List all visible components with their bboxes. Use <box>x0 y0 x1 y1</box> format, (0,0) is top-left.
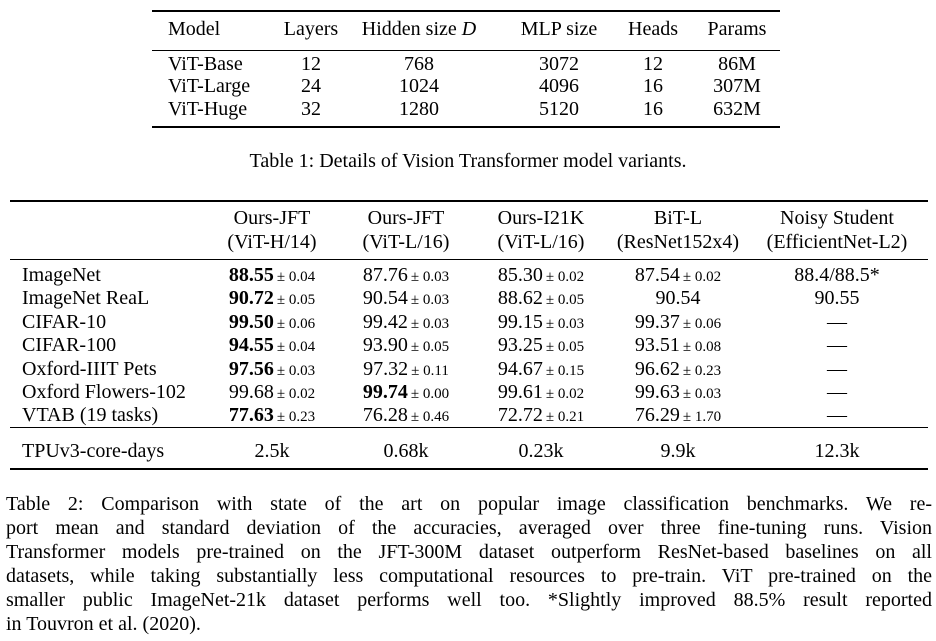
cell-value: 94.67 <box>497 358 543 380</box>
table-cell <box>635 334 721 358</box>
header-params: Params <box>707 18 767 40</box>
row-label: ImageNet <box>22 264 101 286</box>
row-mlp: 3072 <box>539 53 579 75</box>
header-heads: Heads <box>628 18 678 40</box>
cell-std-dev: ± 0.23 <box>276 409 316 425</box>
cell-value: — <box>827 404 847 426</box>
table-cell <box>827 358 847 380</box>
header-rule <box>10 259 928 260</box>
table-cell <box>363 264 449 288</box>
cell-value: 99.42 <box>362 311 408 333</box>
column-header-line2: (ViT-L/16) <box>362 231 450 253</box>
table-cell <box>498 404 584 428</box>
cell-value: — <box>827 334 847 356</box>
column-header-line2: (ViT-L/16) <box>497 231 585 253</box>
cell-value: — <box>827 358 847 380</box>
table-2-caption <box>6 492 932 636</box>
caption-line: in Touvron et al. (2020). <box>6 613 201 635</box>
cell-value: 87.76 <box>362 264 408 286</box>
table-cell <box>794 264 880 286</box>
column-header-line2: (ViT-H/14) <box>227 231 317 253</box>
cell-value: 90.54 <box>362 287 408 309</box>
cell-value-best: 90.72 <box>228 287 274 309</box>
cell-std-dev: ± 0.03 <box>682 386 722 402</box>
header-mlp-size: MLP size <box>520 18 598 40</box>
cell-value-best: 77.63 <box>228 404 274 426</box>
cell-std-dev: ± 0.02 <box>545 269 585 285</box>
table-cell <box>635 381 721 405</box>
caption-line: smaller public ImageNet-21k dataset performs well too. *Slightly improved 88.5% result reported <box>6 589 932 611</box>
cell-std-dev: ± 0.46 <box>410 409 450 425</box>
cell-std-dev: ± 0.05 <box>545 339 585 355</box>
table-cell <box>363 334 449 358</box>
footer-value: 2.5k <box>254 440 290 462</box>
caption-line: port mean and standard deviation of the accuracies, averaged over three fine-tuning runs. Vision <box>6 517 932 539</box>
cell-std-dev: ± 0.05 <box>545 292 585 308</box>
cell-value: 99.68 <box>228 381 274 403</box>
row-label: CIFAR-100 <box>22 334 117 356</box>
cell-std-dev: ± 0.05 <box>410 339 450 355</box>
row-label: VTAB (19 tasks) <box>22 404 159 426</box>
cell-value: 96.62 <box>634 358 680 380</box>
cell-value: 90.55 <box>814 287 860 309</box>
cell-std-dev: ± 0.02 <box>545 386 585 402</box>
row-layers: 32 <box>301 98 321 120</box>
cell-value: — <box>827 381 847 403</box>
column-header-line1: Noisy Student <box>780 207 894 229</box>
header-model: Model <box>168 18 221 40</box>
table-cell <box>363 358 449 382</box>
header-hidden-size <box>362 18 476 40</box>
header-layers: Layers <box>283 18 339 40</box>
cell-value: 90.54 <box>655 287 701 309</box>
row-params: 632M <box>713 98 761 120</box>
row-hidden: 1280 <box>399 98 439 120</box>
row-hidden: 1024 <box>399 75 439 97</box>
cell-std-dev: ± 0.03 <box>410 269 450 285</box>
cell-std-dev: ± 0.03 <box>410 316 450 332</box>
row-mlp: 5120 <box>539 98 579 120</box>
table-cell <box>363 311 449 335</box>
table-cell <box>229 404 315 428</box>
table-2 <box>10 200 928 470</box>
header-hidden-size-symbol: D <box>461 18 477 40</box>
cell-std-dev: ± 1.70 <box>682 409 722 425</box>
cell-std-dev: ± 0.05 <box>276 292 316 308</box>
bottom-rule <box>152 126 780 128</box>
cell-value: 88.4/88.5* <box>794 264 880 286</box>
row-mlp: 4096 <box>539 75 579 97</box>
footer-value: 0.23k <box>518 440 564 462</box>
table-cell <box>498 311 584 335</box>
cell-value: 99.15 <box>497 311 543 333</box>
row-heads: 16 <box>643 75 663 97</box>
cell-std-dev: ± 0.21 <box>545 409 585 425</box>
cell-std-dev: ± 0.06 <box>682 316 722 332</box>
cell-value: 93.90 <box>362 334 408 356</box>
table-cell <box>827 404 847 426</box>
top-rule <box>152 10 780 12</box>
table-cell <box>229 381 315 405</box>
cell-value: 99.63 <box>634 381 680 403</box>
table-cell <box>229 264 315 288</box>
table-cell <box>498 358 584 382</box>
row-model: ViT-Large <box>168 75 251 97</box>
footer-value: 9.9k <box>660 440 696 462</box>
row-label: CIFAR-10 <box>22 311 107 333</box>
row-model: ViT-Huge <box>168 98 248 120</box>
footer-value: 0.68k <box>383 440 429 462</box>
table-cell <box>656 287 701 309</box>
cell-std-dev: ± 0.06 <box>276 316 316 332</box>
footer-rule <box>10 427 928 428</box>
row-layers: 12 <box>301 53 321 75</box>
cell-value: 85.30 <box>497 264 543 286</box>
table-cell <box>498 334 584 358</box>
table-cell <box>498 381 584 405</box>
top-rule <box>10 200 928 202</box>
table-cell <box>229 358 315 382</box>
cell-std-dev: ± 0.02 <box>276 386 316 402</box>
cell-std-dev: ± 0.11 <box>411 363 449 379</box>
cell-value: 99.61 <box>497 381 543 403</box>
table-cell <box>229 287 315 311</box>
mid-rule <box>152 50 780 51</box>
cell-std-dev: ± 0.15 <box>545 363 585 379</box>
cell-value: 87.54 <box>634 264 680 286</box>
caption-line: datasets, while taking substantially less computational resources to pre-train. ViT pre-trained on the <box>6 565 932 587</box>
cell-value: 72.72 <box>497 404 543 426</box>
table-cell <box>635 264 721 288</box>
caption-line: Transformer models pre-trained on the JFT-300M dataset outperform ResNet-based baselines on all <box>6 541 932 563</box>
row-params: 307M <box>713 75 761 97</box>
table-cell <box>363 381 449 405</box>
cell-value: 93.25 <box>497 334 543 356</box>
cell-std-dev: ± 0.03 <box>545 316 585 332</box>
cell-value: 76.28 <box>362 404 408 426</box>
table-cell <box>635 311 721 335</box>
row-params: 86M <box>718 53 756 75</box>
table-cell <box>498 287 584 311</box>
table-cell <box>229 334 315 358</box>
row-hidden: 768 <box>404 53 434 75</box>
cell-value-best: 99.74 <box>362 381 408 403</box>
footer-label: TPUv3-core-days <box>22 440 165 462</box>
table-cell <box>363 287 449 311</box>
cell-value: 88.62 <box>497 287 543 309</box>
table-cell <box>827 381 847 403</box>
row-layers: 24 <box>301 75 321 97</box>
table-cell <box>815 287 860 309</box>
table-cell <box>229 311 315 335</box>
row-heads: 16 <box>643 98 663 120</box>
row-heads: 12 <box>643 53 663 75</box>
table-cell <box>635 358 721 382</box>
cell-std-dev: ± 0.00 <box>410 386 450 402</box>
column-header-line2: (EfficientNet-L2) <box>766 231 908 253</box>
cell-std-dev: ± 0.04 <box>276 339 316 355</box>
cell-value: 97.32 <box>363 358 409 380</box>
cell-value-best: 94.55 <box>228 334 274 356</box>
row-model: ViT-Base <box>168 53 243 75</box>
table-cell <box>827 334 847 356</box>
table-cell <box>498 264 584 288</box>
column-header-line2: (ResNet152x4) <box>616 231 740 253</box>
cell-value-best: 97.56 <box>228 358 274 380</box>
column-header-line1: BiT-L <box>653 207 703 229</box>
cell-std-dev: ± 0.23 <box>682 363 722 379</box>
table-1 <box>152 10 780 128</box>
table-cell <box>827 311 847 333</box>
table-1-caption: Table 1: Details of Vision Transformer model variants. <box>249 150 687 172</box>
column-header-line1: Ours-I21K <box>497 207 585 229</box>
cell-value: 99.37 <box>634 311 680 333</box>
column-header-line1: Ours-JFT <box>367 207 445 229</box>
cell-value-best: 88.55 <box>228 264 274 286</box>
header-hidden-size-label: Hidden size <box>361 18 457 40</box>
caption-line: Table 2: Comparison with state of the art on popular image classification benchmarks. We re- <box>6 493 932 515</box>
bottom-rule <box>10 468 928 470</box>
cell-value: 76.29 <box>634 404 680 426</box>
cell-std-dev: ± 0.03 <box>276 363 316 379</box>
column-header-line1: Ours-JFT <box>233 207 311 229</box>
table-cell <box>635 404 721 428</box>
row-label: ImageNet ReaL <box>22 287 150 309</box>
cell-std-dev: ± 0.08 <box>682 339 722 355</box>
row-label: Oxford-IIIT Pets <box>22 358 157 380</box>
row-label: Oxford Flowers-102 <box>22 381 186 403</box>
cell-value-best: 99.50 <box>228 311 274 333</box>
cell-std-dev: ± 0.03 <box>410 292 450 308</box>
cell-std-dev: ± 0.04 <box>276 269 316 285</box>
cell-std-dev: ± 0.02 <box>682 269 722 285</box>
cell-value: — <box>827 311 847 333</box>
cell-value: 93.51 <box>634 334 680 356</box>
footer-value: 12.3k <box>814 440 860 462</box>
table-cell <box>363 404 449 428</box>
